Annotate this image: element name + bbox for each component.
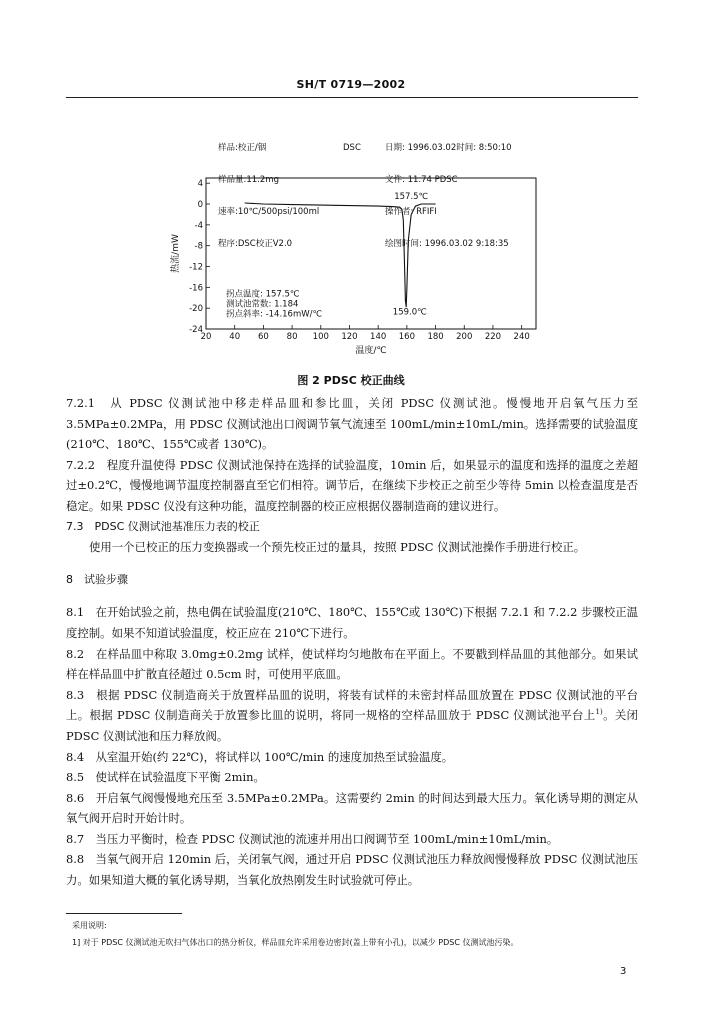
paragraph: [66, 788, 638, 829]
y-tick-label: 4: [197, 179, 203, 190]
paragraph-text: 使用一个已校正的压力变换器或一个预先校正过的量具，按照 PDSC 仪测试池操作手册进行校正。: [89, 540, 586, 555]
paragraph-text: 8.8 当氧气阀开启 120min 后，关闭氧气阀，通过开启 PDSC 仪测试池压力释放阀慢慢释放 PDSC 仪测试池压力。如果知道大概的氧化诱导期，当氧化放热刚发生时试验就可停止。: [66, 852, 638, 888]
inflection-annotation: 拐点斜率: -14.16mW/℃: [226, 309, 323, 320]
page-number: 3: [620, 966, 627, 977]
header-rule: [66, 97, 638, 98]
meta-operator: 操作者: RFIFI: [385, 206, 437, 217]
x-tick-label: 120: [341, 332, 358, 342]
y-tick-label: 0: [197, 200, 203, 211]
paragraph-text: 7.2.1 从 PDSC 仪测试池中移走样品皿和参比皿，关闭 PDSC 仪测试池。慢慢地开启氧气压力至 3.5MPa±0.2MPa，用 PDSC 仪测试池出口阀调节氧气流速至 100mL/min±10mL/min。选择需要的试验温度(210℃、180℃、155℃或者 130℃)。: [66, 396, 638, 452]
y-tick-label: -24: [189, 325, 203, 335]
paragraph-text: 8.3 根据 PDSC 仪制造商关于放置样品皿的说明，将装有试样的未密封样品皿放置在 PDSC 仪测试池的平台上。根据 PDSC 仪制造商关于放置参比皿的说明，将同一规格的空样品皿放于 PDSC 仪测试池平台上: [66, 687, 638, 723]
footnote-title: 采用说明:: [72, 921, 107, 930]
meta-date: 日期: 1996.03.02时间: 8:50:10: [385, 143, 512, 154]
paragraph-text: 8.7 当压力平衡时，检查 PDSC 仪测试池的流速并用出口阀调节至 100mL/min±10mL/min。: [66, 831, 559, 846]
paragraph-text: 8.4 从室温开始(约 22℃)，将试样以 100℃/min 的速度加热至试验温度。: [66, 749, 454, 764]
peak-label: 157.5℃: [394, 191, 429, 202]
y-tick-label: -12: [189, 262, 203, 273]
paragraph: [66, 829, 638, 850]
meta-rate: 速率:10℃/500psi/100ml: [218, 206, 320, 217]
paragraph: [66, 767, 638, 788]
x-tick-label: 80: [286, 332, 298, 342]
inflection-annotation: 测试池常数: 1.184: [226, 299, 299, 310]
body-text: [66, 393, 638, 891]
meta-program: 程序:DSC校正V2.0: [218, 238, 293, 249]
paragraph: [66, 602, 638, 643]
paragraph-text: 8.2 在样品皿中称取 3.0mg±0.2mg 试样，使试样均匀地散布在平面上。不要戳到样品皿的其他部分。如果试样在样品皿中扩散直径超过 0.5cm 时，可使用平底皿。: [66, 646, 638, 682]
paragraph-text: 8.1 在开始试验之前，热电偶在试验温度(210℃、180℃、155℃或 130℃)下根据 7.2.1 和 7.2.2 步骤校正温度控制。如果不知道试验温度，校正应在 210℃下进行。: [66, 605, 638, 640]
page-header: SH/T 0719—2002: [296, 78, 406, 91]
paragraph: [66, 393, 638, 455]
section-heading: [66, 570, 638, 591]
paragraph: [66, 455, 638, 517]
x-tick-label: 40: [229, 332, 241, 342]
x-tick-label: 240: [513, 332, 530, 342]
y-tick-label: -20: [189, 304, 203, 315]
meta-file: 文件: 11.74 PDSC: [385, 174, 458, 185]
x-tick-label: 220: [484, 332, 502, 342]
section-heading: [66, 517, 638, 538]
paragraph: [66, 685, 638, 747]
peak-label: 159.0℃: [392, 307, 427, 318]
y-tick-label: -16: [189, 283, 203, 294]
paragraph: [66, 747, 638, 768]
y-tick-label: -4: [194, 220, 203, 231]
footnote-rule: [66, 913, 182, 914]
paragraph: [66, 537, 638, 558]
x-tick-label: 100: [312, 332, 329, 342]
x-tick-label: 140: [370, 332, 387, 342]
x-tick-label: 180: [427, 332, 444, 342]
paragraph: [66, 849, 638, 890]
inflection-annotation: 拐点温度: 157.5℃: [226, 289, 300, 300]
meta-plot-time: 绘图时间: 1996.03.02 9:18:35: [385, 238, 509, 249]
y-axis-label: 热流/mW: [171, 234, 181, 273]
meta-mass: 样品量:11.2mg: [218, 174, 279, 185]
paragraph-text: 7.2.2 程度升温使得 PDSC 仪测试池保持在选择的试验温度，10min 后，如果显示的温度和选择的温度之差超过±0.2℃，慢慢地调节温度控制器直至它们相符。调节后，在继续下步校正之前至少等待 5min 以检查温度是否稳定。如果 PDSC 仪没有这种功能，温度控制器的校正应根据仪器制造商的建议进行。: [66, 457, 638, 513]
x-tick-label: 60: [257, 332, 269, 342]
x-axis-label: 温度/℃: [355, 346, 387, 356]
x-tick-label: 20: [200, 332, 212, 342]
figure-caption: 图 2 PDSC 校正曲线: [297, 374, 405, 387]
x-tick-label: 200: [456, 332, 473, 342]
paragraph: [66, 644, 638, 685]
paragraph-text: 8.6 开启氧气阀慢慢地充压至 3.5MPa±0.2MPa。这需要约 2min 的时间达到最大压力。氧化诱导期的测定从氧气阀开启时开始计时。: [66, 790, 638, 826]
x-tick-label: 160: [398, 332, 415, 342]
footnote-text: 1] 对于 PDSC 仪测试池无吹扫气体出口的热分析仪，样品皿允许采用卷边密封(盖上带有小孔)，以减少 PDSC 仪测试池污染。: [72, 938, 519, 947]
paragraph-text: 。关闭 PDSC 仪测试池和压力释放阀。: [66, 708, 638, 743]
figure-meta-dsc: DSC: [343, 143, 361, 153]
paragraph-text: 8 试验步骤: [66, 572, 128, 586]
pdsc-calibration-chart: [150, 168, 550, 364]
footnote-ref: 1): [595, 708, 603, 717]
spacer: [66, 590, 638, 602]
meta-sample: 样品:校正/铟: [218, 143, 267, 154]
paragraph-text: 8.5 使试样在试验温度下平衡 2min。: [66, 770, 265, 785]
spacer: [66, 558, 638, 570]
y-tick-label: -8: [194, 241, 203, 252]
paragraph-text: 7.3 PDSC 仪测试池基准压力表的校正: [66, 519, 260, 533]
